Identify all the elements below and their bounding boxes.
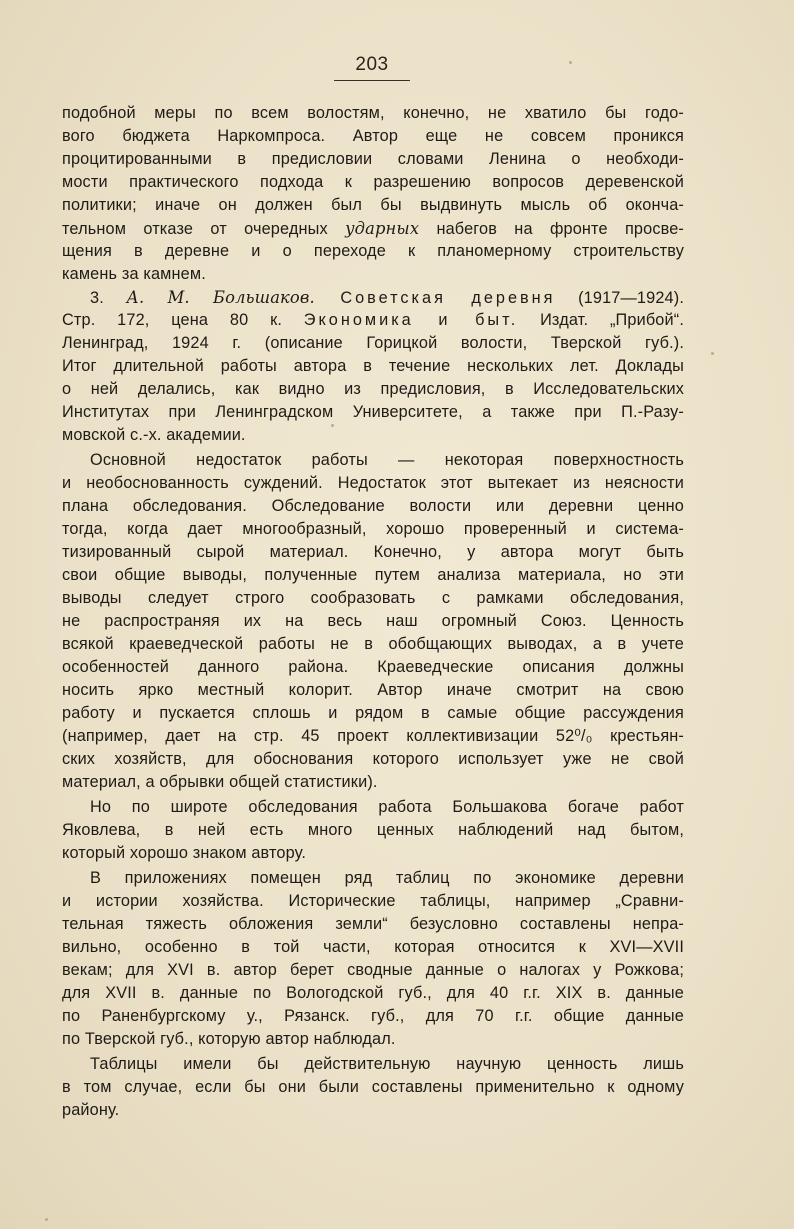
text-line: Итог длительной работы автора в течение нескольких лет. Доклады bbox=[62, 357, 684, 375]
text-line: в том случае, если бы они были составлены применительно к одному bbox=[62, 1078, 684, 1096]
text-line: особенностей данного района. Краеведческие описания должны bbox=[62, 658, 684, 676]
text-line: Институтах при Ленинградском Университете, а также при П.-Разу- bbox=[62, 403, 684, 421]
text-run: 3. bbox=[90, 289, 127, 307]
paper-speck bbox=[331, 424, 334, 427]
paper-speck bbox=[711, 352, 714, 355]
text-line: по Тверской губ., которую автор наблюдал. bbox=[62, 1030, 396, 1048]
text-line bbox=[62, 309, 684, 332]
text-run: Стр. 172, цена 80 к. bbox=[62, 311, 304, 329]
text-line: району. bbox=[62, 1101, 120, 1119]
text-line: о ней делались, как видно из предисловия, в Исследовательских bbox=[62, 380, 684, 398]
text-line: мовской с.-х. академии. bbox=[62, 426, 246, 444]
text-line: по Раненбургскому у., Рязанск. губ., для 70 г.г. общие данные bbox=[62, 1007, 684, 1025]
spaced-text: Советская деревня bbox=[314, 289, 556, 307]
text-line: вого бюджета Наркомпроса. Автор еще не совсем проникся bbox=[62, 127, 684, 145]
text-run: Издат. „Прибой“. bbox=[518, 311, 684, 329]
text-line: плана обследования. Обследование волости или деревни ценно bbox=[62, 497, 684, 515]
text-line: для XVII в. данные по Вологодской губ., для 40 г.г. XIX в. данные bbox=[62, 984, 684, 1002]
text-line: который хорошо знаком автору. bbox=[62, 844, 306, 862]
italic-text: ударных bbox=[345, 219, 420, 238]
text-line: процитированными в предисловии словами Ленина о необходи- bbox=[62, 150, 684, 168]
text-run: набегов на фронте просве- bbox=[419, 220, 685, 238]
page-number-rule bbox=[334, 80, 410, 81]
text-line: тельная тяжесть обложения земли“ безусловно составлены непра- bbox=[62, 915, 684, 933]
text-line: подобной меры по всем волостям, конечно, не хватило бы годо- bbox=[62, 104, 684, 122]
text-line: В приложениях помещен ряд таблиц по экономике деревни bbox=[90, 869, 684, 887]
text-line: не распространяя их на весь наш огромный Союз. Ценность bbox=[62, 612, 684, 630]
text-line: выводы следует строго сообразовать с рамками обследования, bbox=[62, 589, 684, 607]
text-run: (1917—1924). bbox=[555, 289, 685, 307]
text-line bbox=[62, 217, 684, 240]
text-line: мости практического подхода к разрешению вопросов деревенской bbox=[62, 173, 684, 191]
text-line: Основной недостаток работы — некоторая поверхностность bbox=[90, 451, 684, 469]
text-line: Таблицы имели бы действительную научную ценность лишь bbox=[90, 1055, 684, 1073]
text-line: политики; иначе он должен был бы выдвинуть мысль об оконча- bbox=[62, 196, 684, 214]
text-line: работу и пускается сплошь и рядом в самые общие рассуждения bbox=[62, 704, 684, 722]
text-line: щения в деревне и о переходе к планомерному строительству bbox=[62, 242, 684, 260]
text-line: Но по широте обследования работа Большакова богаче работ bbox=[90, 798, 684, 816]
text-line: тогда, когда дает многообразный, хорошо проверенный и система- bbox=[62, 520, 684, 538]
text-line: всякой краеведческой работы не в обобщающих выводах, а в учете bbox=[62, 635, 684, 653]
text-line: материал, а обрывки общей статистики). bbox=[62, 773, 378, 791]
text-line: камень за камнем. bbox=[62, 265, 206, 283]
text-line: Яковлева, в ней есть много ценных наблюдений над бытом, bbox=[62, 821, 684, 839]
text-line: свои общие выводы, полученные путем анализа материала, но эти bbox=[62, 566, 684, 584]
paper-speck bbox=[569, 61, 572, 64]
text-line: ских хозяйств, для обоснования которого использует уже не свой bbox=[62, 750, 684, 768]
paper-speck bbox=[45, 1218, 48, 1221]
text-line: векам; для XVI в. автор берет сводные данные о налогах у Рожкова; bbox=[62, 961, 684, 979]
body-text bbox=[62, 102, 684, 1122]
text-line bbox=[62, 286, 684, 309]
text-line: вильно, особенно в той части, которая относится к XVI—XVII bbox=[62, 938, 684, 956]
spaced-text: Экономика и быт. bbox=[303, 311, 519, 329]
text-line: (например, дает на стр. 45 проект коллективизации 52⁰/₀ крестьян- bbox=[62, 727, 684, 745]
page-number: 203 bbox=[355, 54, 389, 75]
text-line: и истории хозяйства. Исторические таблицы, например „Сравни- bbox=[62, 892, 684, 910]
text-line: носить ярко местный колорит. Автор иначе смотрит на свою bbox=[62, 681, 684, 699]
text-line: и необоснованность суждений. Недостаток этот вытекает из неясности bbox=[62, 474, 684, 492]
text-line: Ленинград, 1924 г. (описание Горицкой волости, Тверской губ.). bbox=[62, 334, 684, 352]
text-line: тизированный сырой материал. Конечно, у автора могут быть bbox=[62, 543, 684, 561]
text-run: тельном отказе от очередных bbox=[62, 220, 346, 238]
italic-text: А. М. Большаков. bbox=[126, 288, 315, 307]
